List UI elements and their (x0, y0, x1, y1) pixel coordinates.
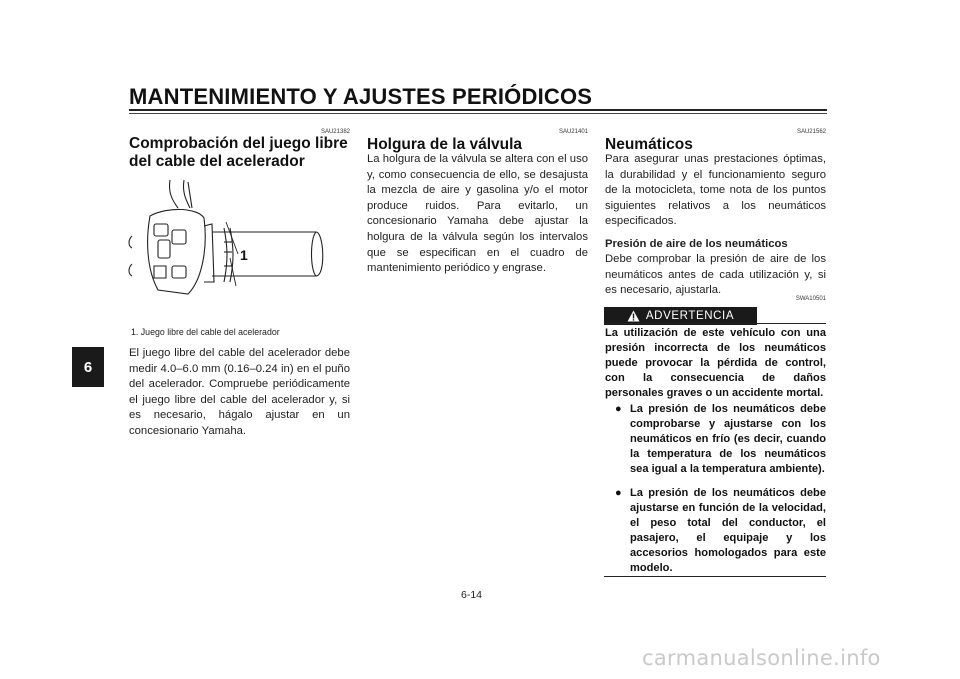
header-rule (129, 109, 827, 111)
body-text: Debe comprobar la presión de aire de los neumáticos antes de cada utilización y, si es necesario, ajustarla. (605, 253, 826, 297)
warning-text: La utilización de este vehículo con una presión incorrecta de los neumáticos puede provocar la pérdida de control, con la consecuencia de daños personales graves o un accidente mortal. (605, 327, 826, 400)
list-item (615, 402, 826, 477)
body-text: Para asegurar unas prestaciones óptimas, la durabilidad y el funcionamiento seguro de la motocicleta, tome nota de los puntos siguientes relativos a los neumáticos especificados. (605, 153, 826, 228)
sub-heading: Presión de aire de los neumáticos (605, 238, 788, 250)
figure-caption: 1. Juego libre del cable del acelerador (131, 327, 280, 337)
warning-divider (604, 576, 826, 577)
page-number: 6-14 (461, 589, 483, 601)
list-item-text: La presión de los neumáticos debe ajustarse en función de la velocidad, el peso total del conductor, el pasajero, el equipaje y los accesorios homologados para este modelo. (630, 487, 826, 575)
body-text: La holgura de la válvula se altera con el uso y, como consecuencia de ello, se desajusta la mezcla de aire y gasolina y/o el motor produce ruidos. Para evitarlo, un concesionario Yamaha debe ajustar la holgura de la válvula según los intervalos que se especifican en el cuadro de mantenimiento periódico y engrase. (367, 153, 588, 275)
callout-number: 1 (240, 247, 248, 263)
warning-label-text: ADVERTENCIA (645, 310, 735, 322)
section-code: SAU21382 (320, 129, 350, 135)
throttle-grip-illustration (128, 178, 350, 298)
warning-code: SWA10501 (795, 296, 826, 302)
section-code: SAU21401 (558, 129, 588, 135)
section-heading: Holgura de la válvula (367, 136, 523, 153)
page-title: MANTENIMIENTO Y AJUSTES PERIÓDICOS (129, 84, 593, 109)
list-item-text: La presión de los neumáticos debe comprobarse y ajustarse con los neumáticos en frío (es decir, cuando la temperatura de los neumáticos sea igual a la temperatura ambiente). (630, 403, 826, 476)
body-text: El juego libre del cable del acelerador debe medir 4.0–6.0 mm (0.16–0.24 in) en el puño del acelerador. Compruebe periódicamente el juego libre del cable del acelerador y, si es necesario, hágalo ajustar en un concesionario Yamaha. (129, 347, 350, 437)
header-rule-thin (129, 113, 827, 114)
bullet-icon: ● (615, 403, 622, 415)
warning-divider (604, 323, 826, 324)
section-heading: Comprobación del juego libre del cable del acelerador (129, 135, 348, 170)
watermark: carmanualsonline.info (642, 646, 881, 670)
section-heading: Neumáticos (605, 136, 693, 153)
warning-triangle-icon (627, 310, 640, 322)
section-code: SAU21562 (796, 129, 826, 135)
bullet-icon: ● (615, 487, 622, 499)
chapter-tab: 6 (72, 347, 104, 387)
list-item (615, 486, 826, 577)
